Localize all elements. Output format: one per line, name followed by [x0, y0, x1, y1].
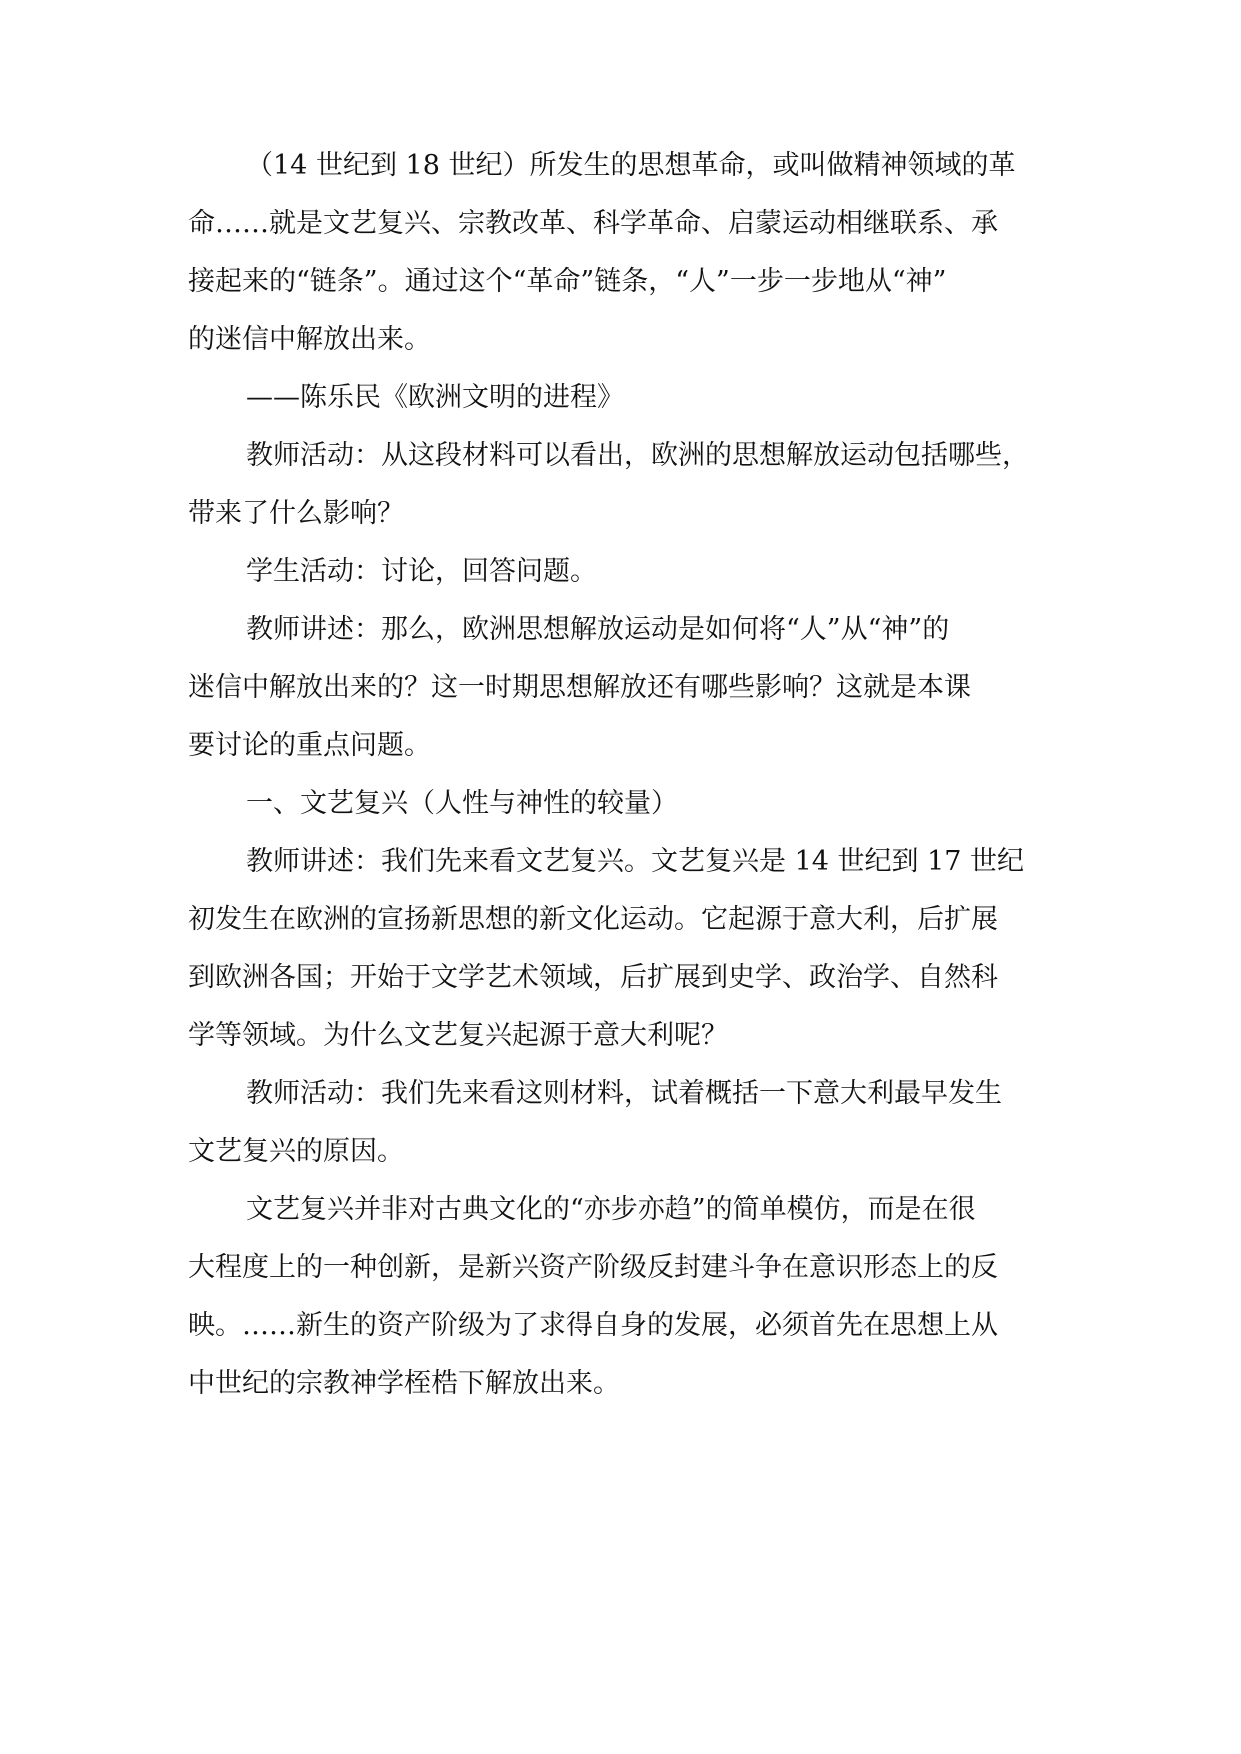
teacher-activity-line: 文艺复兴的原因。	[188, 1136, 404, 1167]
teacher-narration-line: 学等领域。为什么文艺复兴起源于意大利呢？	[188, 1020, 728, 1051]
teacher-narration-line: 迷信中解放出来的？这一时期思想解放还有哪些影响？这就是本课	[188, 672, 971, 703]
teacher-narration-line: 要讨论的重点问题。	[188, 730, 431, 761]
paragraph-line: 命……就是文艺复兴、宗教改革、科学革命、启蒙运动相继联系、承	[188, 208, 998, 239]
student-activity-line: 学生活动：讨论，回答问题。	[246, 556, 597, 587]
paragraph-line: （14 世纪到 18 世纪）所发生的思想革命，或叫做精神领域的革	[246, 150, 1016, 181]
paragraph-line: 接起来的“链条”。通过这个“革命”链条，“人”一步一步地从“神”	[188, 266, 947, 297]
section-heading: 一、文艺复兴（人性与神性的较量）	[246, 788, 678, 819]
material-line: 文艺复兴并非对古典文化的“亦步亦趋”的简单模仿，而是在很	[246, 1194, 976, 1225]
teacher-narration-line: 初发生在欧洲的宣扬新思想的新文化运动。它起源于意大利，后扩展	[188, 904, 998, 935]
teacher-activity-line: 教师活动：我们先来看这则材料，试着概括一下意大利最早发生	[246, 1078, 1002, 1109]
quote-source: ——陈乐民《欧洲文明的进程》	[246, 382, 624, 413]
teacher-activity-line: 带来了什么影响？	[188, 498, 404, 529]
teacher-activity-line: 教师活动：从这段材料可以看出，欧洲的思想解放运动包括哪些，	[246, 440, 1029, 471]
teacher-narration-line: 教师讲述：我们先来看文艺复兴。文艺复兴是 14 世纪到 17 世纪	[246, 846, 1025, 877]
teacher-narration-line: 教师讲述：那么，欧洲思想解放运动是如何将“人”从“神”的	[246, 614, 950, 645]
paragraph-line: 的迷信中解放出来。	[188, 324, 431, 355]
material-line: 映。……新生的资产阶级为了求得自身的发展，必须首先在思想上从	[188, 1310, 998, 1341]
material-line: 中世纪的宗教神学桎梏下解放出来。	[188, 1368, 620, 1399]
material-line: 大程度上的一种创新，是新兴资产阶级反封建斗争在意识形态上的反	[188, 1252, 998, 1283]
teacher-narration-line: 到欧洲各国；开始于文学艺术领域，后扩展到史学、政治学、自然科	[188, 962, 998, 993]
